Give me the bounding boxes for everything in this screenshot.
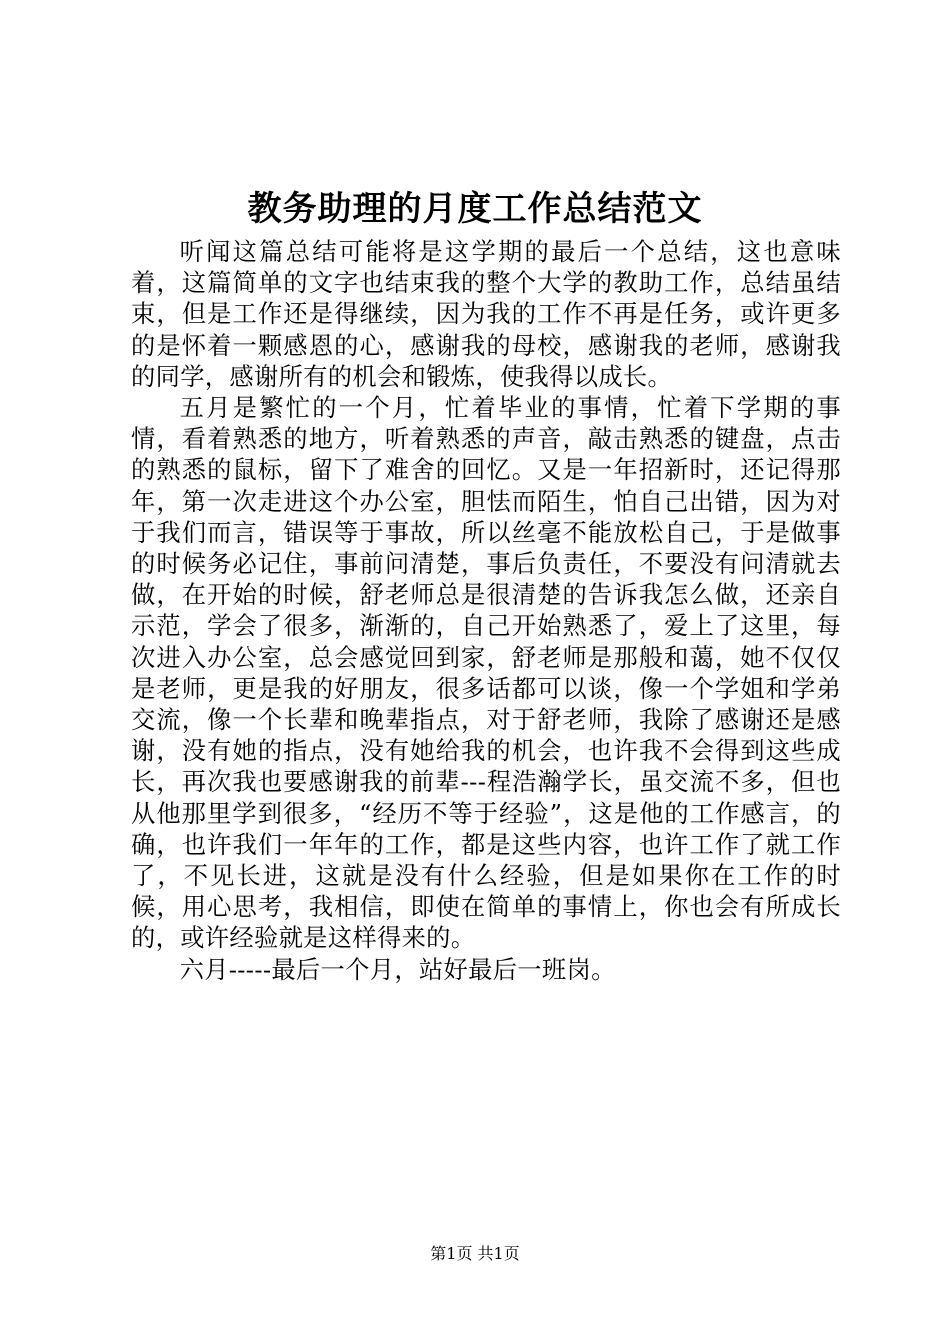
paragraph-3: 六月-----最后一个月，站好最后一班岗。 xyxy=(179,954,616,984)
document-title: 教务助理的月度工作总结范文 xyxy=(247,189,703,229)
paragraph-1: 听闻这篇总结可能将是这学期的最后一个总结，这也意味着，这篇简单的文字也结束我的整个大学的教助工作，总结虽结束，但是工作还是得继续，因为我的工作不再是任务，或许更多的是怀着一颗感恩的心，感谢我的母校，感谢我的老师，感谢我的同学，感谢所有的机会和锻炼，使我得以成长。 xyxy=(131,237,841,391)
document-body xyxy=(131,236,841,985)
paragraph-2: 五月是繁忙的一个月，忙着毕业的事情，忙着下学期的事情，看着熟悉的地方，听着熟悉的声音，敲击熟悉的键盘，点击的熟悉的鼠标，留下了难舍的回忆。又是一年招新时，还记得那年，第一次走进这个办公室，胆怯而陌生，怕自己出错，因为对于我们而言，错误等于事故，所以丝毫不能放松自己，于是做事的时候务必记住，事前问清楚，事后负责任，不要没有问清就去做，在开始的时候，舒老师总是很清楚的告诉我怎么做，还亲自示范，学会了很多，渐渐的，自己开始熟悉了，爱上了这里，每次进入办公室，总会感觉回到家，舒老师是那般和蔼，她不仅仅是老师，更是我的好朋友，很多话都可以谈，像一个学姐和学弟交流，像一个长辈和晚辈指点，对于舒老师，我除了感谢还是感谢，没有她的指点，没有她给我的机会，也许我不会得到这些成长，再次我也要感谢我的前辈---程浩瀚学长，虽交流不多，但也从他那里学到很多，“经历不等于经验”，这是他的工作感言，的确，也许我们一年年的工作，都是这些内容，也许工作了就工作了，不见长进，这就是没有什么经验，但是如果你在工作的时候，用心思考，我相信，即使在简单的事情上，你也会有所成长的，或许经验就是这样得来的。 xyxy=(131,393,841,953)
page-footer: 第1页 共1页 xyxy=(430,1244,520,1263)
